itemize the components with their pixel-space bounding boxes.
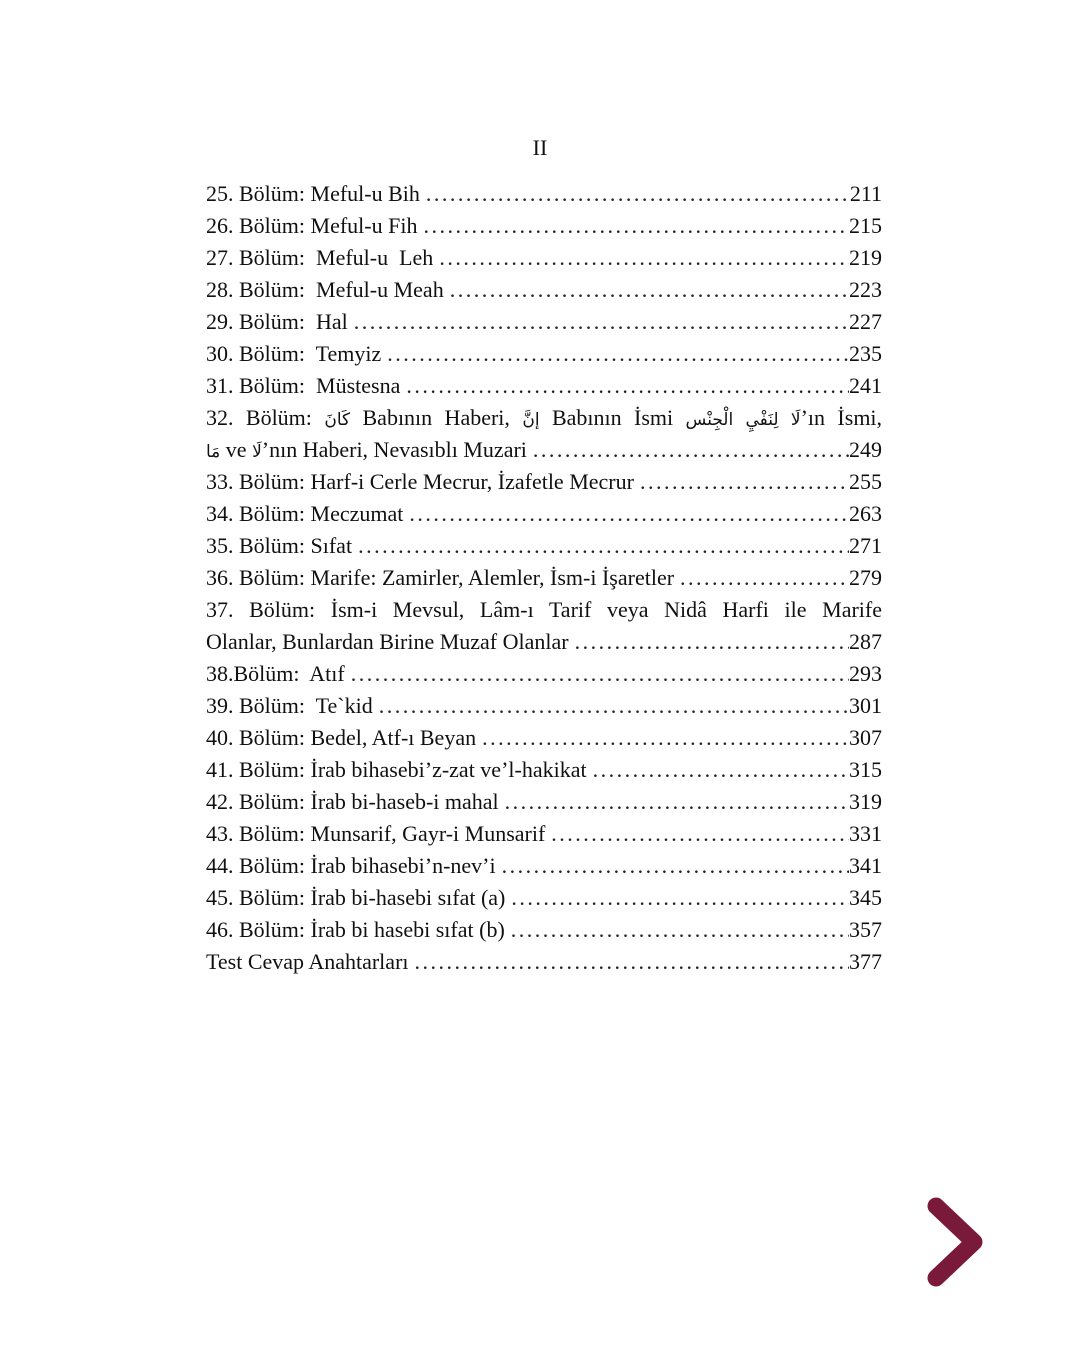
toc-leader-dots bbox=[379, 690, 849, 722]
toc-entry-page: 223 bbox=[849, 277, 882, 302]
toc-entry-43 bbox=[206, 818, 882, 850]
toc-entry-27 bbox=[206, 242, 882, 274]
table-of-contents bbox=[206, 178, 882, 978]
toc-leader-dots bbox=[511, 914, 849, 946]
toc-entry-40 bbox=[206, 722, 882, 754]
toc-leader-dots bbox=[502, 850, 849, 882]
toc-text: ’nın Haberi, Nevasıblı Muzari bbox=[261, 437, 527, 462]
toc-entry-page: 215 bbox=[849, 213, 882, 238]
arabic-text: مَا bbox=[206, 442, 221, 462]
toc-entry-30 bbox=[206, 338, 882, 370]
arabic-text: لَا لِنَفْيِ الْجِنْس bbox=[685, 410, 801, 430]
toc-entry-title: Olanlar, Bunlardan Birine Muzaf Olanlar bbox=[206, 629, 569, 654]
toc-entry-37-line-2 bbox=[206, 626, 882, 658]
page-number: II bbox=[532, 135, 548, 160]
toc-leader-dots bbox=[406, 370, 849, 402]
toc-entry-41 bbox=[206, 754, 882, 786]
toc-text: 32. Bölüm: bbox=[206, 405, 312, 430]
toc-entry-page: 263 bbox=[849, 501, 882, 526]
toc-entry-36 bbox=[206, 562, 882, 594]
toc-entry-page: 287 bbox=[849, 629, 882, 654]
toc-leader-dots bbox=[354, 306, 849, 338]
toc-leader-dots bbox=[426, 178, 850, 210]
toc-entry-page: 315 bbox=[849, 757, 882, 782]
toc-leader-dots bbox=[593, 754, 849, 786]
toc-entry-title: 40. Bölüm: Bedel, Atf-ı Beyan bbox=[206, 725, 477, 750]
toc-leader-dots bbox=[511, 882, 849, 914]
toc-text: Babının İsmi bbox=[551, 405, 674, 430]
toc-entry-title: 29. Bölüm: Hal bbox=[206, 309, 348, 334]
toc-entry-32-line-1 bbox=[206, 402, 882, 434]
toc-leader-dots bbox=[423, 210, 849, 242]
toc-leader-dots bbox=[640, 466, 849, 498]
toc-entry-title: 46. Bölüm: İrab bi hasebi sıfat (b) bbox=[206, 917, 505, 942]
toc-entry-title: 26. Bölüm: Meful-u Fih bbox=[206, 213, 418, 238]
toc-entry-38 bbox=[206, 658, 882, 690]
toc-entry-page: 331 bbox=[849, 821, 882, 846]
toc-entry-title: 41. Bölüm: İrab bihasebi’z-zat ve’l-hakikat bbox=[206, 757, 587, 782]
toc-entry-35 bbox=[206, 530, 882, 562]
toc-entry-title: 45. Bölüm: İrab bi-hasebi sıfat (a) bbox=[206, 885, 506, 910]
toc-text: ve bbox=[225, 437, 247, 462]
toc-leader-dots bbox=[533, 434, 849, 466]
toc-entry-46 bbox=[206, 914, 882, 946]
arabic-text: لَا bbox=[252, 442, 262, 462]
toc-leader-dots bbox=[358, 530, 849, 562]
toc-entry-page: 279 bbox=[849, 565, 882, 590]
next-page-button[interactable] bbox=[922, 1196, 990, 1288]
toc-entry-44 bbox=[206, 850, 882, 882]
toc-entry-title: 36. Bölüm: Marife: Zamirler, Alemler, İsm-i İşaretler bbox=[206, 565, 675, 590]
toc-entry-29 bbox=[206, 306, 882, 338]
toc-entry-page: 293 bbox=[849, 661, 882, 686]
toc-leader-dots bbox=[680, 562, 849, 594]
toc-entry-page: 235 bbox=[849, 341, 882, 366]
toc-entry-title: 25. Bölüm: Meful-u Bih bbox=[206, 181, 420, 206]
toc-entry-page: 377 bbox=[849, 949, 882, 974]
toc-entry-25 bbox=[206, 178, 882, 210]
toc-entry-title: 33. Bölüm: Harf-i Cerle Mecrur, İzafetle Mecrur bbox=[206, 469, 634, 494]
toc-entry-page: 307 bbox=[849, 725, 882, 750]
toc-entry-title: Test Cevap Anahtarları bbox=[206, 949, 409, 974]
toc-entry-page: 301 bbox=[849, 693, 882, 718]
toc-entry-page: 255 bbox=[849, 469, 882, 494]
toc-leader-dots bbox=[505, 786, 849, 818]
toc-entry-45 bbox=[206, 882, 882, 914]
toc-leader-dots bbox=[351, 658, 849, 690]
toc-entry-31 bbox=[206, 370, 882, 402]
toc-text: ’ın İsmi, bbox=[800, 405, 883, 430]
toc-leader-dots bbox=[409, 498, 849, 530]
toc-leader-dots bbox=[551, 818, 849, 850]
toc-entry-title: 43. Bölüm: Munsarif, Gayr-i Munsarif bbox=[206, 821, 546, 846]
toc-entry-title bbox=[206, 434, 533, 466]
toc-entry-page: 345 bbox=[849, 885, 882, 910]
toc-entry-page: 249 bbox=[849, 437, 882, 462]
toc-entry-37-line-1: 37. Bölüm: İsm-i Mevsul, Lâm-ı Tarif veya Nidâ Harfi ile Marife bbox=[206, 597, 882, 622]
toc-leader-dots bbox=[439, 242, 849, 274]
toc-entry-title: 39. Bölüm: Te`kid bbox=[206, 693, 373, 718]
toc-text: Babının Haberi, bbox=[362, 405, 510, 430]
toc-leader-dots bbox=[415, 946, 849, 978]
toc-entry-page: 357 bbox=[849, 917, 882, 942]
toc-entry-page: 241 bbox=[849, 373, 882, 398]
chevron-right-icon bbox=[922, 1196, 990, 1288]
toc-entry-title: 38.Bölüm: Atıf bbox=[206, 661, 345, 686]
toc-entry-test-answers bbox=[206, 946, 882, 978]
toc-entry-26 bbox=[206, 210, 882, 242]
toc-entry-title: 42. Bölüm: İrab bi-haseb-i mahal bbox=[206, 789, 499, 814]
toc-entry-28 bbox=[206, 274, 882, 306]
toc-entry-32-line-2 bbox=[206, 434, 882, 466]
toc-leader-dots bbox=[575, 626, 849, 658]
toc-entry-34 bbox=[206, 498, 882, 530]
toc-entry-title: 35. Bölüm: Sıfat bbox=[206, 533, 353, 558]
toc-entry-33 bbox=[206, 466, 882, 498]
toc-leader-dots bbox=[450, 274, 849, 306]
toc-entry-page: 271 bbox=[849, 533, 882, 558]
toc-entry-page: 227 bbox=[849, 309, 882, 334]
toc-entry-title: 44. Bölüm: İrab bihasebi’n-nev’i bbox=[206, 853, 496, 878]
toc-entry-page: 219 bbox=[849, 245, 882, 270]
toc-entry-title: 27. Bölüm: Meful-u Leh bbox=[206, 245, 434, 270]
toc-entry-page: 211 bbox=[849, 181, 882, 206]
toc-entry-title: 34. Bölüm: Meczumat bbox=[206, 501, 404, 526]
toc-entry-page: 319 bbox=[849, 789, 882, 814]
toc-entry-title: 30. Bölüm: Temyiz bbox=[206, 341, 382, 366]
toc-leader-dots bbox=[482, 722, 849, 754]
toc-entry-39 bbox=[206, 690, 882, 722]
arabic-text: إنَّ bbox=[522, 410, 540, 430]
toc-entry-title: 31. Bölüm: Müstesna bbox=[206, 373, 401, 398]
arabic-text: كَانَ bbox=[324, 410, 351, 430]
toc-entry-title: 28. Bölüm: Meful-u Meah bbox=[206, 277, 444, 302]
toc-entry-42 bbox=[206, 786, 882, 818]
toc-leader-dots bbox=[387, 338, 849, 370]
toc-entry-page: 341 bbox=[849, 853, 882, 878]
